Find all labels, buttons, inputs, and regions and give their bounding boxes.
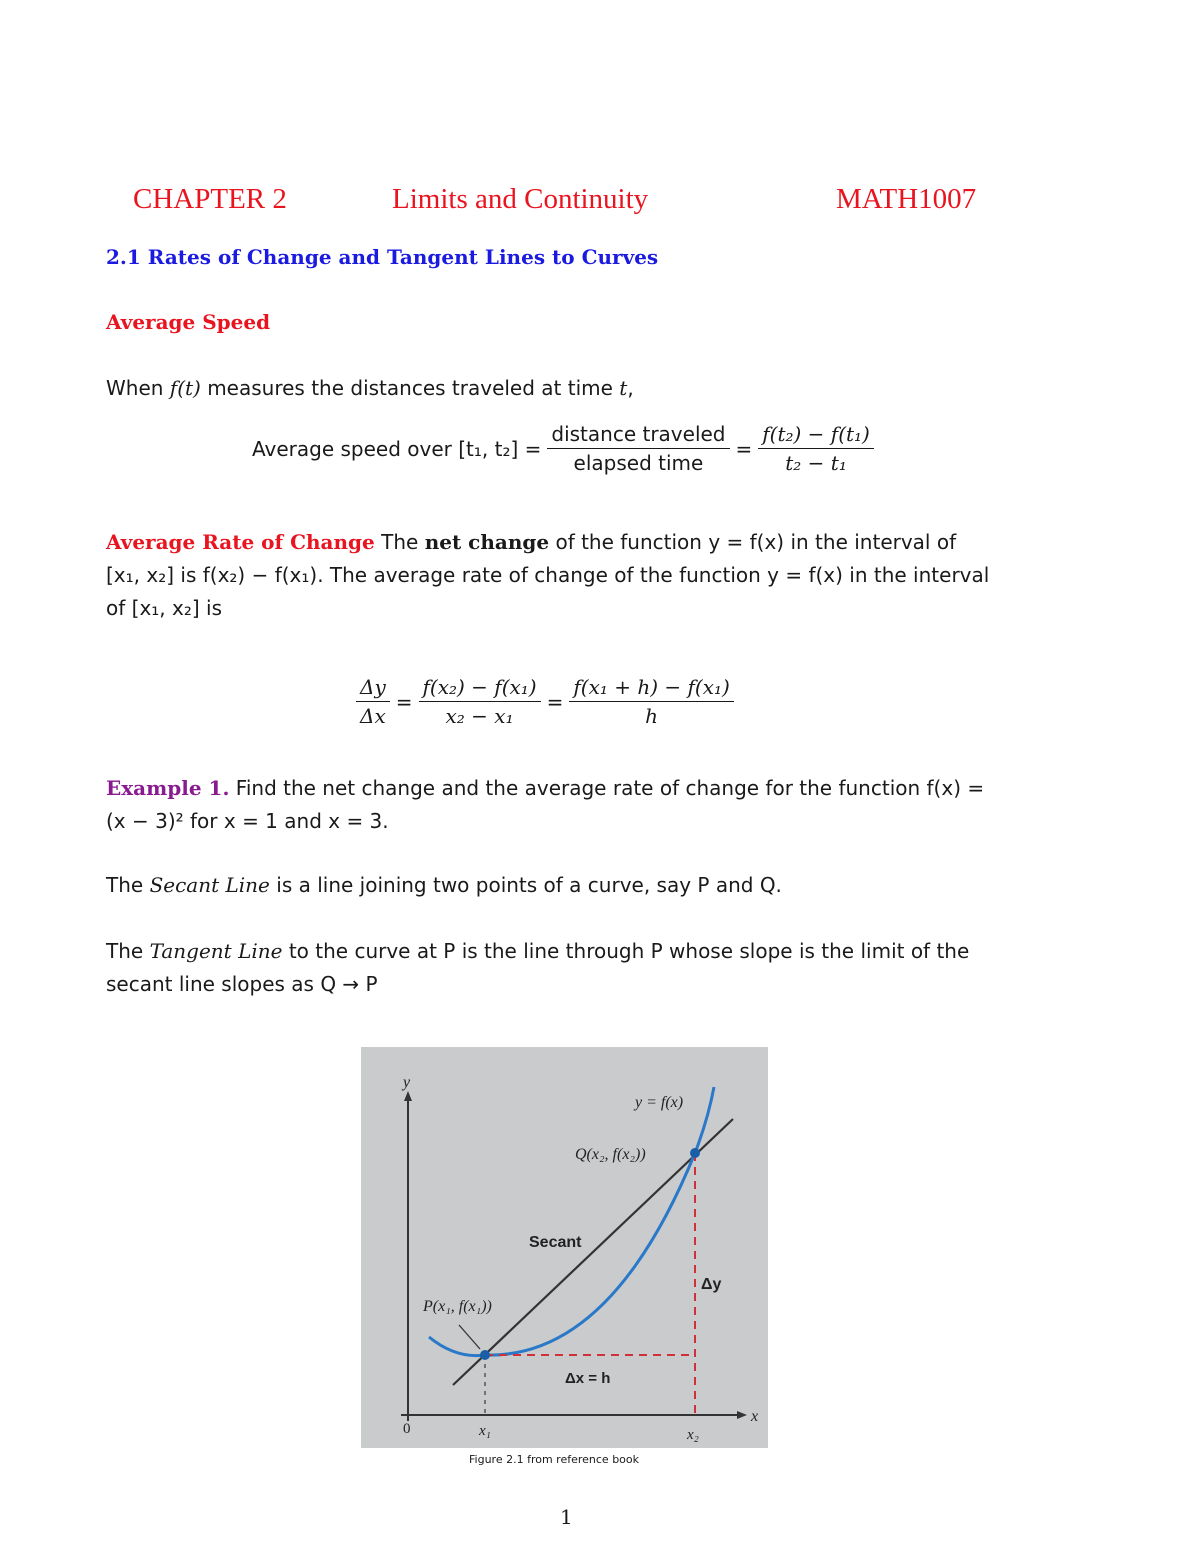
- dy-label: Δy: [701, 1276, 722, 1293]
- text-the: The: [106, 873, 150, 897]
- fraction-denominator: x₂ − x₁: [445, 704, 514, 728]
- x-axis-label: x: [751, 1408, 759, 1425]
- point-p: [480, 1350, 490, 1360]
- average-rate-formula: [350, 675, 740, 728]
- fraction-numerator: f(t₂) − f(t₁): [758, 422, 874, 449]
- average-speed-formula: [252, 422, 880, 475]
- fraction-numerator: f(x₂) − f(x₁): [419, 675, 541, 702]
- average-rate-paragraph: [106, 526, 1026, 625]
- average-speed-heading: Average Speed: [106, 310, 271, 334]
- dx-label: Δx = h: [565, 1370, 611, 1387]
- fraction-speed-difference: [758, 422, 874, 475]
- average-rate-heading: Average Rate of Change: [106, 530, 375, 554]
- tangent-paragraph: [106, 935, 1026, 1001]
- tangent-line-2: secant line slopes as Q → P: [106, 972, 378, 996]
- secant-figure-svg: [361, 1047, 768, 1448]
- y-axis-label: y: [403, 1074, 411, 1091]
- secant-paragraph: [106, 869, 1026, 902]
- intro-text-start: When: [106, 376, 170, 400]
- fraction-dy-dx: [356, 675, 390, 728]
- paragraph-line-3: of [x₁, x₂] is: [106, 596, 222, 620]
- curve-label: y = f(x): [635, 1094, 684, 1111]
- example-text: Find the net change and the average rate of change for the function f(x) =: [229, 776, 985, 800]
- fraction-numerator: Δy: [356, 675, 390, 702]
- equals-sign: =: [395, 689, 413, 714]
- point-q-label: Q(x₂, f(x₂)): [575, 1146, 646, 1163]
- paragraph-line-2: [x₁, x₂] is f(x₂) − f(x₁). The average rate of change of the function y = f(x) in the interval: [106, 563, 990, 587]
- intro-text-middle: measures the distances traveled at time: [200, 376, 620, 400]
- chapter-label: CHAPTER 2: [133, 183, 287, 215]
- x2-label: x₂: [687, 1427, 699, 1443]
- text-line-1-rest: of the function y = f(x) in the interval of: [549, 530, 957, 554]
- tangent-term: Tangent Line: [149, 939, 283, 963]
- net-change-term: net change: [424, 530, 550, 554]
- chapter-title: Limits and Continuity: [392, 183, 649, 215]
- intro-function: f(t): [169, 376, 201, 400]
- figure-caption: Figure 2.1 from reference book: [469, 1453, 640, 1466]
- point-q: [690, 1148, 700, 1158]
- formula-lhs: Average speed over [t₁, t₂] =: [252, 436, 542, 461]
- example-line-2: (x − 3)² for x = 1 and x = 3.: [106, 809, 389, 833]
- equals-sign: =: [735, 436, 753, 461]
- fraction-denominator: t₂ − t₁: [785, 451, 847, 475]
- fraction-denominator: elapsed time: [573, 451, 704, 475]
- average-speed-intro: [106, 372, 634, 405]
- text-the: The: [106, 939, 150, 963]
- tangent-text: to the curve at P is the line through P whose slope is the limit of the: [282, 939, 970, 963]
- fraction-difference-quotient: [419, 675, 541, 728]
- text-the: The: [374, 530, 425, 554]
- fraction-denominator: h: [645, 704, 659, 728]
- intro-variable: t: [619, 376, 628, 400]
- course-code: MATH1007: [836, 183, 977, 215]
- origin-label: 0: [403, 1421, 411, 1437]
- x1-label: x₁: [479, 1423, 491, 1439]
- intro-text-end: ,: [627, 376, 634, 400]
- example-label: Example 1.: [106, 776, 230, 800]
- secant-figure: [361, 1047, 768, 1448]
- equals-sign: =: [546, 689, 564, 714]
- fraction-distance-over-time: [547, 422, 729, 475]
- secant-term: Secant Line: [149, 873, 270, 897]
- secant-text: is a line joining two points of a curve, say P and Q.: [269, 873, 782, 897]
- section-title: 2.1 Rates of Change and Tangent Lines to Curves: [106, 245, 659, 269]
- fraction-numerator: distance traveled: [547, 422, 729, 449]
- secant-label: Secant: [529, 1234, 582, 1251]
- example-paragraph: [106, 772, 1026, 838]
- paragraph-line-1: [106, 526, 1026, 559]
- fraction-h-form: [569, 675, 733, 728]
- fraction-denominator: Δx: [360, 704, 386, 728]
- point-p-label: P(x₁, f(x₁)): [423, 1298, 492, 1315]
- page-number: 1: [560, 1505, 573, 1529]
- fraction-numerator: f(x₁ + h) − f(x₁): [569, 675, 733, 702]
- example-line-1: [106, 772, 1026, 805]
